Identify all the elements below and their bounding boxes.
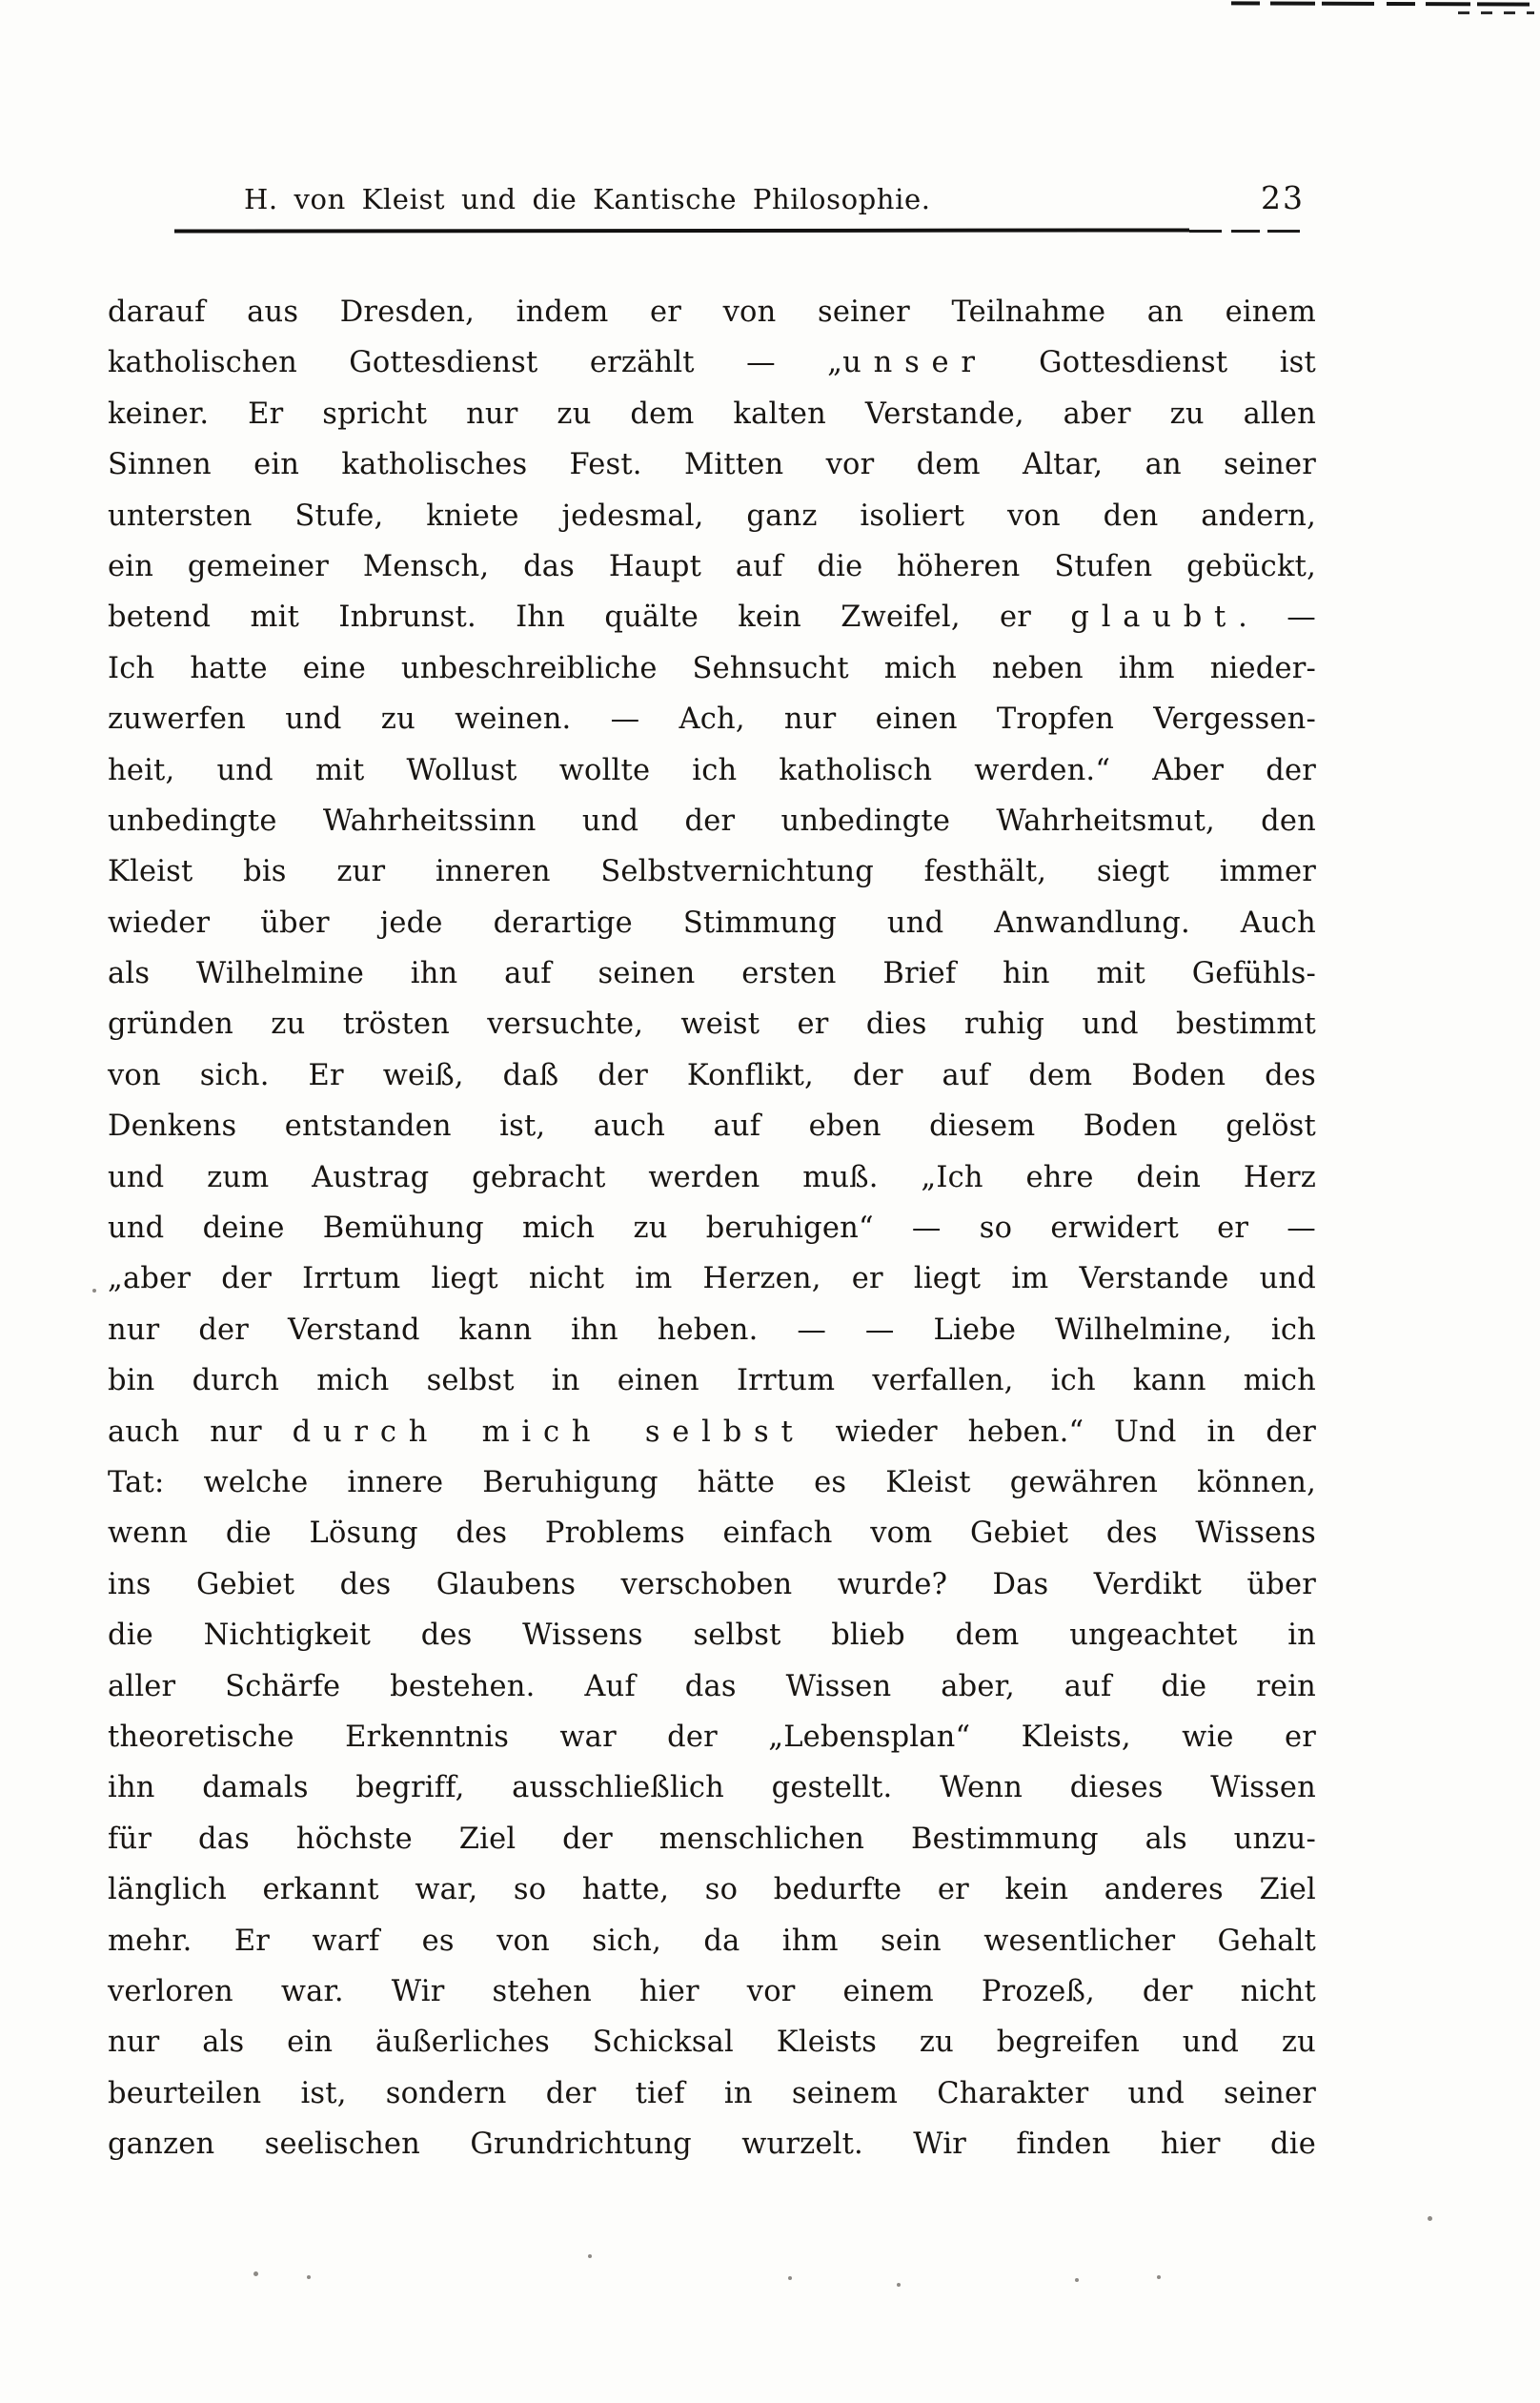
text-line <box>108 1508 1316 1558</box>
header-rule <box>174 228 1189 233</box>
text-segment: theoretische Erkenntnis war der „Lebensplan“ Kleists, wie er <box>108 1720 1316 1754</box>
text-line <box>108 1762 1316 1813</box>
text-line <box>108 1355 1316 1406</box>
text-line <box>108 1253 1316 1304</box>
text-line <box>108 2017 1316 2067</box>
text-segment: darauf aus Dresden, indem er von seiner Teilnahme an einem <box>108 295 1316 329</box>
text-line <box>108 1916 1316 1966</box>
text-segment: die Nichtigkeit des Wissens selbst blieb dem ungeachtet in <box>108 1619 1316 1653</box>
text-segment: wenn die Lösung des Problems einfach vom Gebiet des Wissens <box>108 1517 1316 1551</box>
text-segment: und zum Austrag gebracht werden muß. „Ich ehre dein Herz <box>108 1160 1316 1194</box>
text-line <box>108 1814 1316 1864</box>
text-line <box>108 643 1316 694</box>
text-block <box>108 287 1316 2169</box>
text-line <box>108 999 1316 1049</box>
text-line <box>108 948 1316 999</box>
text-segment: ihn damals begriff, ausschließlich gestellt. Wenn dieses Wissen <box>108 1771 1316 1805</box>
text-segment: katholischen Gottesdienst erzählt — „ <box>108 346 843 380</box>
header-rule-tail <box>1189 230 1306 233</box>
text-line <box>108 694 1316 744</box>
text-segment: zuwerfen und zu weinen. — Ach, nur einen Tropfen Vergessen- <box>108 703 1316 737</box>
text-line <box>108 491 1316 541</box>
text-segment: von sich. Er weiß, daß der Konflikt, der auf dem Boden des <box>108 1058 1316 1092</box>
text-segment: für das höchste Ziel der menschlichen Bestimmung als unzu- <box>108 1822 1316 1856</box>
text-segment: mehr. Er warf es von sich, da ihm sein wesentlicher Gehalt <box>108 1924 1316 1958</box>
text-segment: als Wilhelmine ihn auf seinen ersten Brief hin mit Gefühls- <box>108 957 1316 991</box>
text-line <box>108 2068 1316 2119</box>
text-line <box>108 1101 1316 1151</box>
text-segment: unbedingte Wahrheitssinn und der unbedingte Wahrheitsmut, den <box>108 804 1316 838</box>
text-line <box>108 1203 1316 1253</box>
text-segment: . — <box>1238 601 1316 635</box>
ink-speck <box>92 1289 96 1293</box>
text-segment: betend mit Inbrunst. Ihn quälte kein Zweifel, er <box>108 601 1071 635</box>
text-line <box>108 592 1316 642</box>
letterspaced-emphasis: unser <box>842 346 987 380</box>
text-segment: bin durch mich selbst in einen Irrtum verfallen, ich kann mich <box>108 1364 1316 1398</box>
text-line <box>108 439 1316 490</box>
text-line <box>108 1407 1316 1457</box>
text-segment: nur als ein äußerliches Schicksal Kleists zu begreifen und zu <box>108 2026 1316 2060</box>
text-segment: Denkens entstanden ist, auch auf eben diesem Boden gelöst <box>108 1110 1316 1144</box>
text-line <box>108 1559 1316 1610</box>
text-segment: aller Schärfe bestehen. Auf das Wissen aber, auf die rein <box>108 1669 1316 1703</box>
text-segment: Sinnen ein katholisches Fest. Mitten vor dem Altar, an seiner <box>108 448 1316 482</box>
page-number: 23 <box>1261 179 1305 216</box>
text-segment: und deine Bemühung mich zu beruhigen“ — so erwidert er — <box>108 1212 1316 1246</box>
ink-speck <box>897 2283 901 2287</box>
text-segment: wieder heben.“ Und in der <box>804 1415 1316 1449</box>
text-line <box>108 846 1316 897</box>
text-line <box>108 1966 1316 2017</box>
scan-artifact-top-edge-2 <box>1458 11 1534 14</box>
ink-speck <box>788 2276 792 2280</box>
scan-artifact-top-edge <box>1231 1 1540 6</box>
ink-speck <box>253 2271 258 2276</box>
text-segment: wieder über jede derartige Stimmung und Anwandlung. Auch <box>108 906 1316 940</box>
text-segment: keiner. Er spricht nur zu dem kalten Verstande, aber zu allen <box>108 397 1316 431</box>
text-line <box>108 1661 1316 1712</box>
text-line <box>108 898 1316 948</box>
ink-speck <box>588 2254 592 2258</box>
text-line <box>108 1305 1316 1355</box>
letterspaced-emphasis: glaubt <box>1070 601 1239 635</box>
text-segment: Gottesdienst ist <box>986 346 1316 380</box>
ink-speck <box>307 2275 311 2279</box>
letterspaced-emphasis: durch mich selbst <box>292 1415 805 1449</box>
text-line <box>108 1712 1316 1762</box>
ink-speck <box>1157 2275 1161 2279</box>
text-segment: ein gemeiner Mensch, das Haupt auf die höheren Stufen gebückt, <box>108 549 1316 583</box>
text-line <box>108 287 1316 337</box>
text-segment: Kleist bis zur inneren Selbstvernichtung festhält, siegt immer <box>108 855 1316 889</box>
text-line <box>108 541 1316 592</box>
running-header <box>0 177 1540 225</box>
text-segment: ganzen seelischen Grundrichtung wurzelt. Wir finden hier die <box>108 2128 1316 2162</box>
ink-speck <box>1075 2278 1079 2282</box>
text-line <box>108 389 1316 439</box>
text-line <box>108 1152 1316 1203</box>
text-segment: Ich hatte eine unbeschreibliche Sehnsucht mich neben ihm nieder- <box>108 651 1316 685</box>
text-line <box>108 1610 1316 1660</box>
text-segment: länglich erkannt war, so hatte, so bedurfte er kein anderes Ziel <box>108 1873 1316 1907</box>
text-segment: beurteilen ist, sondern der tief in seinem Charakter und seiner <box>108 2076 1316 2110</box>
text-segment: auch nur <box>108 1415 293 1449</box>
text-segment: ins Gebiet des Glaubens verschoben wurde? Das Verdikt über <box>108 1567 1316 1601</box>
header-title: H. von Kleist und die Kantische Philosophie. <box>244 183 931 215</box>
text-segment: „aber der Irrtum liegt nicht im Herzen, er liegt im Verstande und <box>108 1262 1316 1296</box>
text-line <box>108 1457 1316 1508</box>
text-line <box>108 1864 1316 1915</box>
text-line <box>108 1050 1316 1101</box>
text-segment: gründen zu trösten versuchte, weist er dies ruhig und bestimmt <box>108 1008 1316 1042</box>
text-line <box>108 337 1316 388</box>
text-segment: verloren war. Wir stehen hier vor einem Prozeß, der nicht <box>108 1974 1316 2008</box>
text-segment: untersten Stufe, kniete jedesmal, ganz isoliert von den andern, <box>108 499 1316 533</box>
text-segment: nur der Verstand kann ihn heben. — — Liebe Wilhelmine, ich <box>108 1313 1316 1347</box>
text-segment: heit, und mit Wollust wollte ich katholisch werden.“ Aber der <box>108 753 1316 787</box>
text-line <box>108 796 1316 846</box>
text-segment: Tat: welche innere Beruhigung hätte es Kleist gewähren können, <box>108 1465 1316 1499</box>
ink-speck <box>1428 2216 1432 2221</box>
text-line <box>108 745 1316 796</box>
text-line <box>108 2119 1316 2169</box>
